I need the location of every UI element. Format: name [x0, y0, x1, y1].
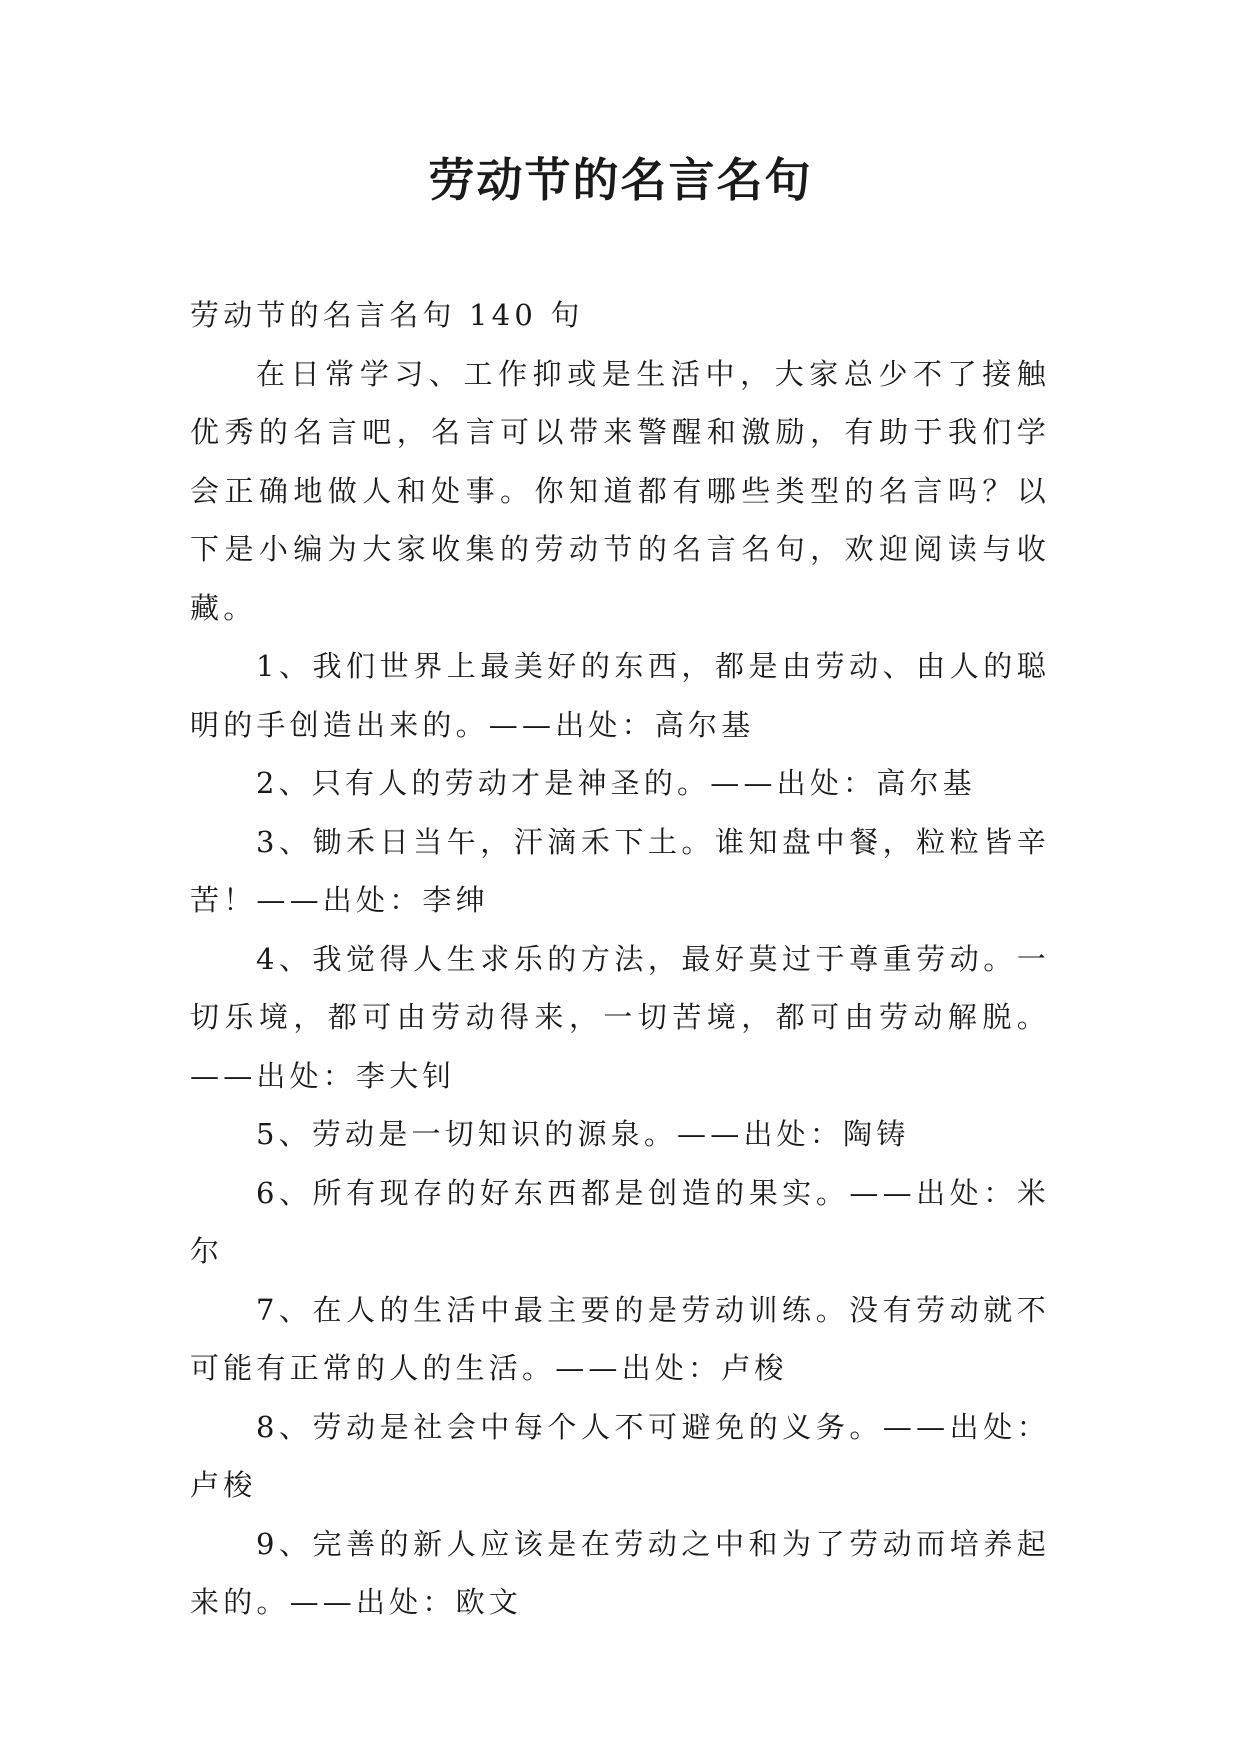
quote-item: 4、我觉得人生求乐的方法，最好莫过于尊重劳动。一切乐境，都可由劳动得来，一切苦境，都可由劳动解脱。——出处：李大钊: [190, 941, 1050, 1093]
quote-item: 8、劳动是社会中每个人不可避免的义务。——出处：卢梭: [190, 1409, 1050, 1502]
quote-item: 6、所有现存的好东西都是创造的果实。——出处：米尔: [190, 1175, 1050, 1268]
quote-item: 9、完善的新人应该是在劳动之中和为了劳动而培养起来的。——出处：欧文: [190, 1526, 1050, 1619]
quote-item: 5、劳动是一切知识的源泉。——出处：陶铸: [256, 1117, 910, 1151]
intro-paragraph: 在日常学习、工作抑或是生活中，大家总少不了接触优秀的名言吧，名言可以带来警醒和激励，有助于我们学会正确地做人和处事。你知道都有哪些类型的名言吗？以下是小编为大家收集的劳动节的名言名句，欢迎阅读与收藏。: [190, 356, 1050, 625]
quote-item: 7、在人的生活中最主要的是劳动训练。没有劳动就不可能有正常的人的生活。——出处：卢梭: [190, 1292, 1050, 1385]
document-body: [190, 286, 1050, 1632]
quote-item: 2、只有人的劳动才是神圣的。——出处：高尔基: [256, 766, 976, 800]
page-title: 劳动节的名言名句: [428, 153, 813, 207]
quote-item: 1、我们世界上最美好的东西，都是由劳动、由人的聪明的手创造出来的。——出处：高尔基: [190, 649, 1050, 742]
document-subtitle: 劳动节的名言名句 140 句: [190, 298, 584, 332]
quote-item: 3、锄禾日当午，汗滴禾下土。谁知盘中餐，粒粒皆辛苦！——出处：李绅: [190, 824, 1050, 917]
